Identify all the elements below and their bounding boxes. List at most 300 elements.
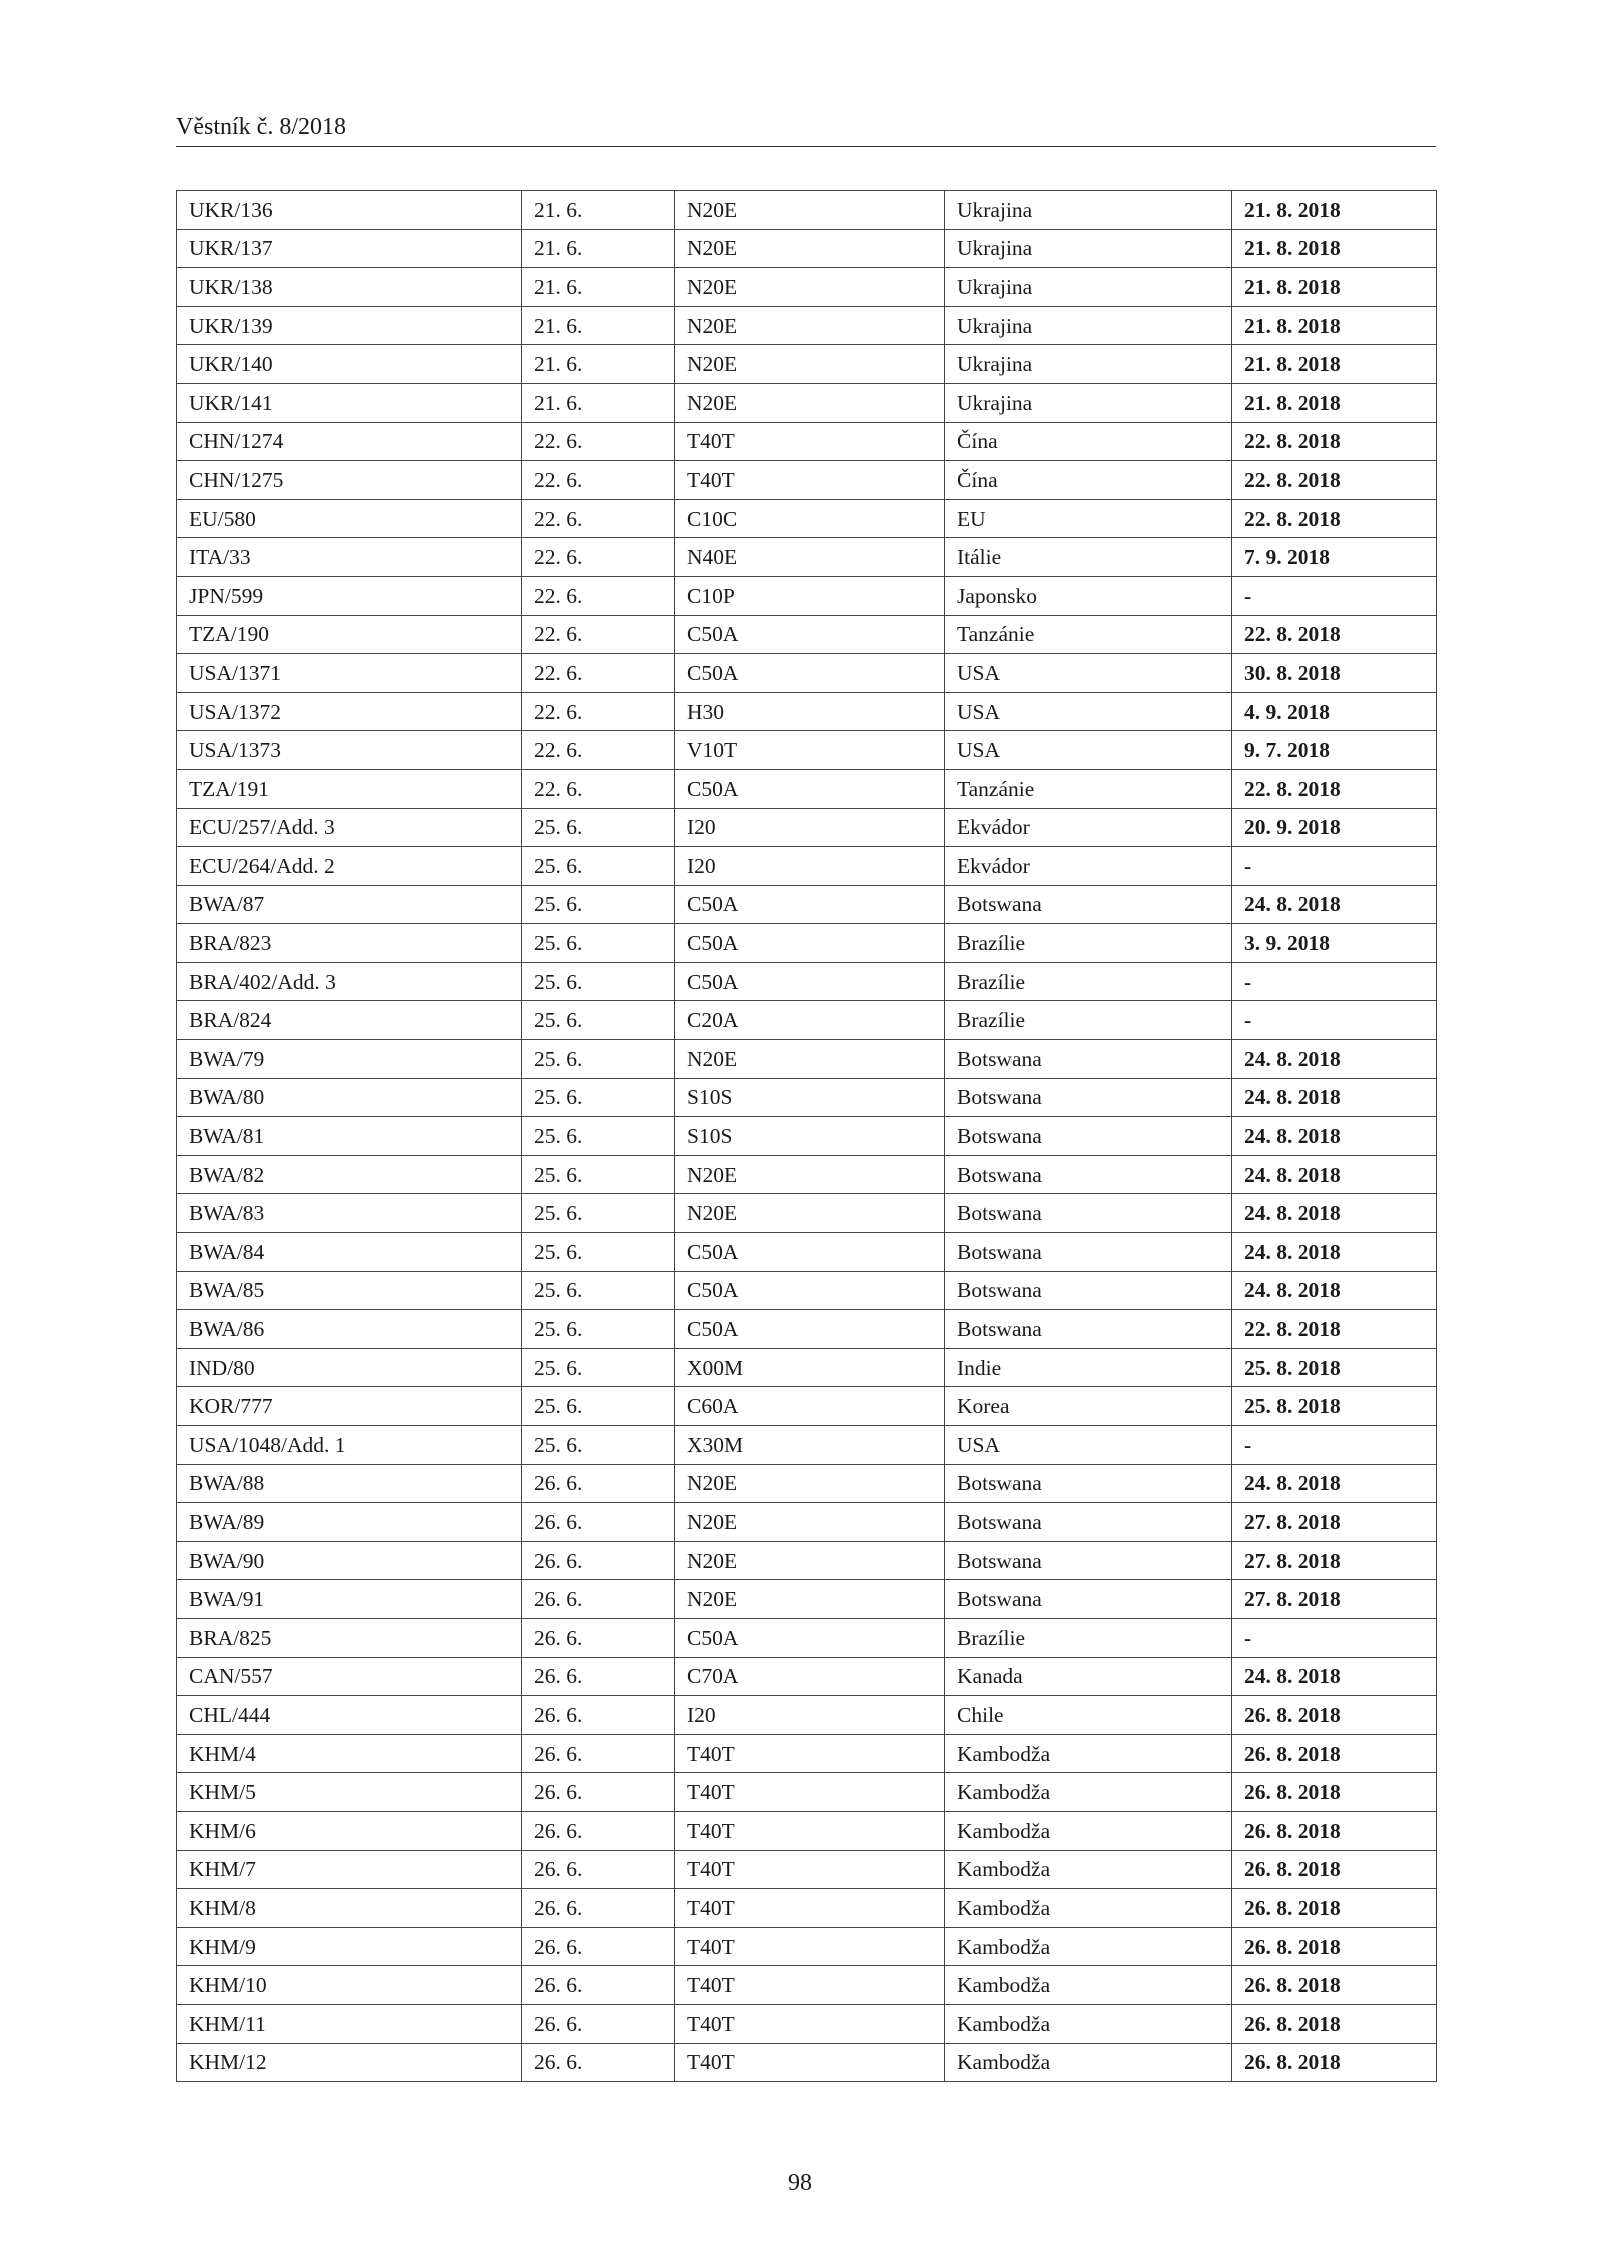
deadline-cell: 9. 7. 2018	[1232, 731, 1437, 770]
document-id-cell: BWA/83	[177, 1194, 522, 1233]
document-id-cell: BRA/402/Add. 3	[177, 962, 522, 1001]
country-cell: Botswana	[945, 1541, 1232, 1580]
table-row	[177, 1541, 1437, 1580]
deadline-cell: 22. 8. 2018	[1232, 615, 1437, 654]
code-cell: C50A	[675, 1310, 945, 1349]
country-cell: Ukrajina	[945, 268, 1232, 307]
table-row	[177, 1850, 1437, 1889]
deadline-cell: 26. 8. 2018	[1232, 2043, 1437, 2082]
document-id-cell: BRA/824	[177, 1001, 522, 1040]
deadline-cell: -	[1232, 1001, 1437, 1040]
deadline-cell: 24. 8. 2018	[1232, 1117, 1437, 1156]
country-cell: Kambodža	[945, 1811, 1232, 1850]
date-cell: 26. 6.	[522, 1503, 675, 1542]
country-cell: Ukrajina	[945, 229, 1232, 268]
code-cell: C70A	[675, 1657, 945, 1696]
document-id-cell: BWA/81	[177, 1117, 522, 1156]
table-row	[177, 1464, 1437, 1503]
date-cell: 25. 6.	[522, 847, 675, 886]
table-row	[177, 847, 1437, 886]
country-cell: Brazílie	[945, 1001, 1232, 1040]
page-header	[176, 112, 1436, 147]
code-cell: T40T	[675, 2043, 945, 2082]
country-cell: Kambodža	[945, 1734, 1232, 1773]
code-cell: N20E	[675, 383, 945, 422]
country-cell: Botswana	[945, 1155, 1232, 1194]
date-cell: 25. 6.	[522, 1233, 675, 1272]
country-cell: Ukrajina	[945, 383, 1232, 422]
deadline-cell: 21. 8. 2018	[1232, 345, 1437, 384]
code-cell: X00M	[675, 1348, 945, 1387]
date-cell: 26. 6.	[522, 1618, 675, 1657]
country-cell: Botswana	[945, 1464, 1232, 1503]
document-id-cell: USA/1373	[177, 731, 522, 770]
deadline-cell: 22. 8. 2018	[1232, 422, 1437, 461]
code-cell: I20	[675, 847, 945, 886]
table-row	[177, 229, 1437, 268]
date-cell: 26. 6.	[522, 1966, 675, 2005]
table-row	[177, 1618, 1437, 1657]
code-cell: C50A	[675, 769, 945, 808]
document-id-cell: BRA/823	[177, 924, 522, 963]
table-row	[177, 268, 1437, 307]
deadline-cell: 25. 8. 2018	[1232, 1387, 1437, 1426]
deadline-cell: 26. 8. 2018	[1232, 1811, 1437, 1850]
country-cell: Kanada	[945, 1657, 1232, 1696]
document-id-cell: EU/580	[177, 499, 522, 538]
country-cell: Tanzánie	[945, 615, 1232, 654]
code-cell: N20E	[675, 191, 945, 230]
document-id-cell: CHL/444	[177, 1696, 522, 1735]
deadline-cell: 24. 8. 2018	[1232, 1657, 1437, 1696]
document-id-cell: BWA/87	[177, 885, 522, 924]
code-cell: I20	[675, 808, 945, 847]
document-id-cell: BWA/79	[177, 1040, 522, 1079]
code-cell: C20A	[675, 1001, 945, 1040]
date-cell: 25. 6.	[522, 1040, 675, 1079]
table-row	[177, 1271, 1437, 1310]
table-row	[177, 1966, 1437, 2005]
document-id-cell: UKR/138	[177, 268, 522, 307]
deadline-cell: 30. 8. 2018	[1232, 654, 1437, 693]
table-row	[177, 692, 1437, 731]
code-cell: N20E	[675, 1464, 945, 1503]
document-id-cell: JPN/599	[177, 576, 522, 615]
page-number: 98	[788, 2170, 812, 2196]
date-cell: 26. 6.	[522, 1889, 675, 1928]
code-cell: V10T	[675, 731, 945, 770]
deadline-cell: 26. 8. 2018	[1232, 1927, 1437, 1966]
table-row	[177, 2043, 1437, 2082]
deadline-cell: 21. 8. 2018	[1232, 229, 1437, 268]
country-cell: Čína	[945, 422, 1232, 461]
table-row	[177, 1657, 1437, 1696]
table-row	[177, 1734, 1437, 1773]
deadline-cell: -	[1232, 962, 1437, 1001]
table-row	[177, 924, 1437, 963]
country-cell: Indie	[945, 1348, 1232, 1387]
table-row	[177, 808, 1437, 847]
country-cell: Botswana	[945, 1503, 1232, 1542]
deadline-cell: 21. 8. 2018	[1232, 383, 1437, 422]
code-cell: T40T	[675, 1966, 945, 2005]
table-row	[177, 1889, 1437, 1928]
country-cell: Kambodža	[945, 1773, 1232, 1812]
code-cell: N40E	[675, 538, 945, 577]
table-row	[177, 1927, 1437, 1966]
table-row	[177, 1348, 1437, 1387]
country-cell: Brazílie	[945, 1618, 1232, 1657]
deadline-cell: 24. 8. 2018	[1232, 1271, 1437, 1310]
document-id-cell: KHM/5	[177, 1773, 522, 1812]
country-cell: Brazílie	[945, 962, 1232, 1001]
code-cell: T40T	[675, 1773, 945, 1812]
date-cell: 26. 6.	[522, 2004, 675, 2043]
code-cell: C50A	[675, 1233, 945, 1272]
deadline-cell: 22. 8. 2018	[1232, 769, 1437, 808]
country-cell: Botswana	[945, 1271, 1232, 1310]
date-cell: 25. 6.	[522, 1194, 675, 1233]
table-row	[177, 306, 1437, 345]
date-cell: 22. 6.	[522, 654, 675, 693]
date-cell: 22. 6.	[522, 461, 675, 500]
document-id-cell: KHM/7	[177, 1850, 522, 1889]
document-id-cell: BWA/84	[177, 1233, 522, 1272]
table-row	[177, 1001, 1437, 1040]
date-cell: 25. 6.	[522, 1001, 675, 1040]
code-cell: N20E	[675, 1155, 945, 1194]
table-row	[177, 499, 1437, 538]
document-id-cell: ECU/264/Add. 2	[177, 847, 522, 886]
table-row	[177, 1580, 1437, 1619]
document-id-cell: UKR/139	[177, 306, 522, 345]
country-cell: Čína	[945, 461, 1232, 500]
deadline-cell: 21. 8. 2018	[1232, 191, 1437, 230]
document-id-cell: USA/1048/Add. 1	[177, 1426, 522, 1465]
deadline-cell: 24. 8. 2018	[1232, 1194, 1437, 1233]
deadline-cell: -	[1232, 847, 1437, 886]
document-id-cell: KHM/9	[177, 1927, 522, 1966]
table-row	[177, 538, 1437, 577]
country-cell: Botswana	[945, 1194, 1232, 1233]
document-id-cell: KHM/8	[177, 1889, 522, 1928]
country-cell: Kambodža	[945, 2004, 1232, 2043]
country-cell: Botswana	[945, 885, 1232, 924]
country-cell: Japonsko	[945, 576, 1232, 615]
code-cell: T40T	[675, 1811, 945, 1850]
code-cell: X30M	[675, 1426, 945, 1465]
country-cell: USA	[945, 692, 1232, 731]
country-cell: Botswana	[945, 1580, 1232, 1619]
table-row	[177, 1078, 1437, 1117]
date-cell: 22. 6.	[522, 576, 675, 615]
date-cell: 26. 6.	[522, 1696, 675, 1735]
table-row	[177, 1811, 1437, 1850]
document-id-cell: BRA/825	[177, 1618, 522, 1657]
date-cell: 25. 6.	[522, 924, 675, 963]
code-cell: T40T	[675, 1889, 945, 1928]
country-cell: Kambodža	[945, 1850, 1232, 1889]
table-row	[177, 345, 1437, 384]
date-cell: 26. 6.	[522, 1657, 675, 1696]
date-cell: 26. 6.	[522, 1811, 675, 1850]
deadline-cell: 22. 8. 2018	[1232, 461, 1437, 500]
deadline-cell: 22. 8. 2018	[1232, 499, 1437, 538]
document-id-cell: KOR/777	[177, 1387, 522, 1426]
country-cell: Botswana	[945, 1233, 1232, 1272]
code-cell: C50A	[675, 924, 945, 963]
table-row	[177, 654, 1437, 693]
document-id-cell: KHM/4	[177, 1734, 522, 1773]
code-cell: N20E	[675, 268, 945, 307]
date-cell: 26. 6.	[522, 1734, 675, 1773]
date-cell: 22. 6.	[522, 692, 675, 731]
date-cell: 26. 6.	[522, 1464, 675, 1503]
country-cell: Ukrajina	[945, 191, 1232, 230]
code-cell: T40T	[675, 1850, 945, 1889]
code-cell: N20E	[675, 229, 945, 268]
date-cell: 26. 6.	[522, 1580, 675, 1619]
table-row	[177, 383, 1437, 422]
deadline-cell: 7. 9. 2018	[1232, 538, 1437, 577]
code-cell: N20E	[675, 1503, 945, 1542]
code-cell: T40T	[675, 1734, 945, 1773]
date-cell: 22. 6.	[522, 538, 675, 577]
date-cell: 22. 6.	[522, 769, 675, 808]
code-cell: S10S	[675, 1078, 945, 1117]
document-id-cell: KHM/10	[177, 1966, 522, 2005]
code-cell: T40T	[675, 2004, 945, 2043]
date-cell: 26. 6.	[522, 1927, 675, 1966]
code-cell: T40T	[675, 461, 945, 500]
country-cell: USA	[945, 654, 1232, 693]
document-id-cell: BWA/89	[177, 1503, 522, 1542]
deadline-cell: 24. 8. 2018	[1232, 1464, 1437, 1503]
code-cell: T40T	[675, 422, 945, 461]
document-id-cell: UKR/136	[177, 191, 522, 230]
deadline-cell: 26. 8. 2018	[1232, 1773, 1437, 1812]
country-cell: Brazílie	[945, 924, 1232, 963]
deadline-cell: 21. 8. 2018	[1232, 268, 1437, 307]
date-cell: 21. 6.	[522, 306, 675, 345]
document-id-cell: BWA/91	[177, 1580, 522, 1619]
table-row	[177, 885, 1437, 924]
deadline-cell: 22. 8. 2018	[1232, 1310, 1437, 1349]
code-cell: N20E	[675, 345, 945, 384]
document-id-cell: BWA/80	[177, 1078, 522, 1117]
date-cell: 22. 6.	[522, 499, 675, 538]
document-id-cell: BWA/82	[177, 1155, 522, 1194]
code-cell: N20E	[675, 1541, 945, 1580]
document-id-cell: ITA/33	[177, 538, 522, 577]
country-cell: Botswana	[945, 1040, 1232, 1079]
deadline-cell: 20. 9. 2018	[1232, 808, 1437, 847]
country-cell: Botswana	[945, 1078, 1232, 1117]
date-cell: 25. 6.	[522, 1155, 675, 1194]
code-cell: N20E	[675, 1040, 945, 1079]
document-id-cell: BWA/85	[177, 1271, 522, 1310]
code-cell: T40T	[675, 1927, 945, 1966]
deadline-cell: 24. 8. 2018	[1232, 1040, 1437, 1079]
date-cell: 25. 6.	[522, 1078, 675, 1117]
deadline-cell: 27. 8. 2018	[1232, 1541, 1437, 1580]
table-row	[177, 1696, 1437, 1735]
document-id-cell: CHN/1275	[177, 461, 522, 500]
deadline-cell: 26. 8. 2018	[1232, 2004, 1437, 2043]
country-cell: Botswana	[945, 1117, 1232, 1156]
date-cell: 21. 6.	[522, 345, 675, 384]
document-id-cell: CHN/1274	[177, 422, 522, 461]
date-cell: 21. 6.	[522, 229, 675, 268]
document-id-cell: UKR/137	[177, 229, 522, 268]
table-row	[177, 962, 1437, 1001]
document-id-cell: BWA/88	[177, 1464, 522, 1503]
date-cell: 22. 6.	[522, 615, 675, 654]
notifications-table-wrapper	[176, 190, 1436, 2082]
code-cell: C50A	[675, 1271, 945, 1310]
code-cell: C10C	[675, 499, 945, 538]
header-title: Věstník č. 8/2018	[176, 114, 346, 140]
document-id-cell: USA/1372	[177, 692, 522, 731]
deadline-cell: 26. 8. 2018	[1232, 1889, 1437, 1928]
table-row	[177, 1040, 1437, 1079]
deadline-cell: -	[1232, 576, 1437, 615]
table-row	[177, 1773, 1437, 1812]
date-cell: 25. 6.	[522, 1117, 675, 1156]
country-cell: Itálie	[945, 538, 1232, 577]
date-cell: 25. 6.	[522, 1271, 675, 1310]
code-cell: I20	[675, 1696, 945, 1735]
document-id-cell: KHM/6	[177, 1811, 522, 1850]
date-cell: 25. 6.	[522, 962, 675, 1001]
country-cell: Kambodža	[945, 2043, 1232, 2082]
deadline-cell: 3. 9. 2018	[1232, 924, 1437, 963]
date-cell: 25. 6.	[522, 885, 675, 924]
table-row	[177, 1503, 1437, 1542]
table-row	[177, 1155, 1437, 1194]
code-cell: H30	[675, 692, 945, 731]
country-cell: Ukrajina	[945, 345, 1232, 384]
country-cell: Ukrajina	[945, 306, 1232, 345]
deadline-cell: 24. 8. 2018	[1232, 1155, 1437, 1194]
table-body	[177, 191, 1437, 2082]
code-cell: C60A	[675, 1387, 945, 1426]
country-cell: Ekvádor	[945, 808, 1232, 847]
date-cell: 21. 6.	[522, 383, 675, 422]
table-row	[177, 191, 1437, 230]
country-cell: Chile	[945, 1696, 1232, 1735]
code-cell: C10P	[675, 576, 945, 615]
table-row	[177, 1194, 1437, 1233]
document-id-cell: KHM/11	[177, 2004, 522, 2043]
deadline-cell: 26. 8. 2018	[1232, 1966, 1437, 2005]
deadline-cell: 24. 8. 2018	[1232, 1233, 1437, 1272]
country-cell: USA	[945, 1426, 1232, 1465]
deadline-cell: 25. 8. 2018	[1232, 1348, 1437, 1387]
country-cell: Tanzánie	[945, 769, 1232, 808]
date-cell: 25. 6.	[522, 1348, 675, 1387]
deadline-cell: 4. 9. 2018	[1232, 692, 1437, 731]
code-cell: S10S	[675, 1117, 945, 1156]
table-row	[177, 1117, 1437, 1156]
date-cell: 21. 6.	[522, 268, 675, 307]
code-cell: C50A	[675, 654, 945, 693]
date-cell: 25. 6.	[522, 1426, 675, 1465]
table-row	[177, 1387, 1437, 1426]
code-cell: C50A	[675, 1618, 945, 1657]
country-cell: EU	[945, 499, 1232, 538]
deadline-cell: 21. 8. 2018	[1232, 306, 1437, 345]
document-id-cell: BWA/90	[177, 1541, 522, 1580]
country-cell: USA	[945, 731, 1232, 770]
table-row	[177, 2004, 1437, 2043]
country-cell: Kambodža	[945, 1966, 1232, 2005]
date-cell: 21. 6.	[522, 191, 675, 230]
document-id-cell: CAN/557	[177, 1657, 522, 1696]
country-cell: Botswana	[945, 1310, 1232, 1349]
date-cell: 26. 6.	[522, 1850, 675, 1889]
document-id-cell: UKR/141	[177, 383, 522, 422]
date-cell: 25. 6.	[522, 808, 675, 847]
code-cell: N20E	[675, 1580, 945, 1619]
date-cell: 26. 6.	[522, 2043, 675, 2082]
country-cell: Kambodža	[945, 1927, 1232, 1966]
document-id-cell: UKR/140	[177, 345, 522, 384]
country-cell: Korea	[945, 1387, 1232, 1426]
deadline-cell: 26. 8. 2018	[1232, 1696, 1437, 1735]
date-cell: 25. 6.	[522, 1310, 675, 1349]
table-row	[177, 576, 1437, 615]
document-id-cell: TZA/190	[177, 615, 522, 654]
notifications-table	[176, 190, 1437, 2082]
date-cell: 26. 6.	[522, 1541, 675, 1580]
document-id-cell: BWA/86	[177, 1310, 522, 1349]
deadline-cell: 27. 8. 2018	[1232, 1580, 1437, 1619]
table-row	[177, 1233, 1437, 1272]
deadline-cell: 27. 8. 2018	[1232, 1503, 1437, 1542]
code-cell: N20E	[675, 306, 945, 345]
table-row	[177, 615, 1437, 654]
country-cell: Kambodža	[945, 1889, 1232, 1928]
document-id-cell: USA/1371	[177, 654, 522, 693]
deadline-cell: 24. 8. 2018	[1232, 1078, 1437, 1117]
code-cell: C50A	[675, 885, 945, 924]
date-cell: 22. 6.	[522, 731, 675, 770]
document-id-cell: TZA/191	[177, 769, 522, 808]
table-row	[177, 461, 1437, 500]
date-cell: 26. 6.	[522, 1773, 675, 1812]
country-cell: Ekvádor	[945, 847, 1232, 886]
code-cell: C50A	[675, 615, 945, 654]
table-row	[177, 1310, 1437, 1349]
deadline-cell: -	[1232, 1618, 1437, 1657]
deadline-cell: 26. 8. 2018	[1232, 1850, 1437, 1889]
code-cell: N20E	[675, 1194, 945, 1233]
date-cell: 22. 6.	[522, 422, 675, 461]
deadline-cell: 24. 8. 2018	[1232, 885, 1437, 924]
table-row	[177, 1426, 1437, 1465]
table-row	[177, 422, 1437, 461]
document-id-cell: ECU/257/Add. 3	[177, 808, 522, 847]
code-cell: C50A	[675, 962, 945, 1001]
date-cell: 25. 6.	[522, 1387, 675, 1426]
document-id-cell: IND/80	[177, 1348, 522, 1387]
deadline-cell: -	[1232, 1426, 1437, 1465]
table-row	[177, 769, 1437, 808]
document-id-cell: KHM/12	[177, 2043, 522, 2082]
table-row	[177, 731, 1437, 770]
deadline-cell: 26. 8. 2018	[1232, 1734, 1437, 1773]
